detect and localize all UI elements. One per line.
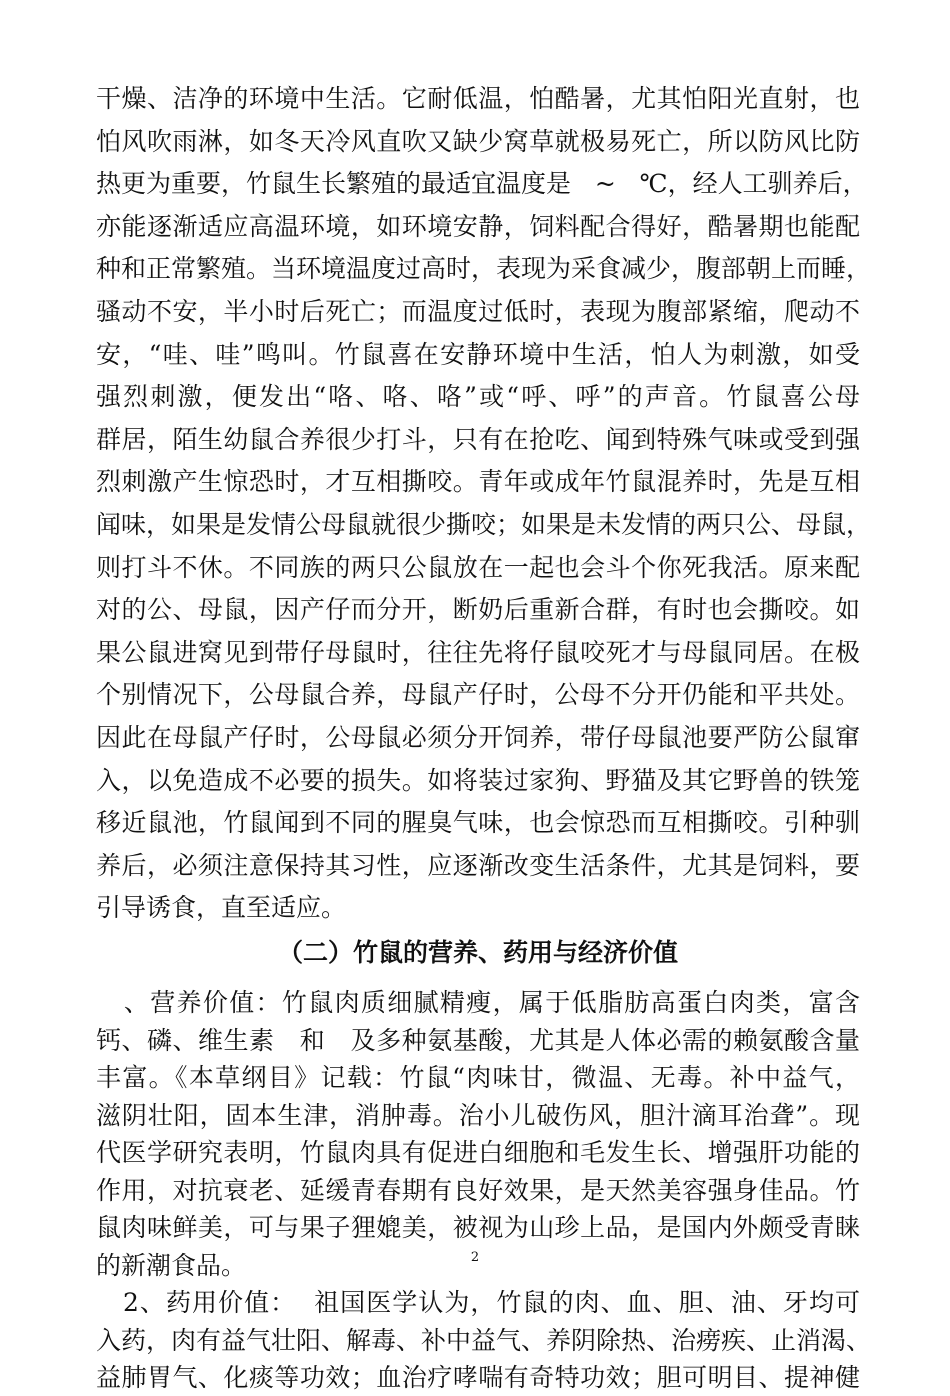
text-line: 强烈刺激，便发出“咯、咯、咯”或“呼、呼”的声音。竹鼠喜公母 [96, 382, 860, 412]
text-line: 热更为重要，竹鼠生长繁殖的最适宜温度是 ~ ℃，经人工驯养后， [96, 169, 868, 199]
text-line: 干燥、洁净的环境中生活。它耐低温，怕酷暑，尤其怕阳光直射，也 [96, 84, 860, 113]
text-line: 种和正常繁殖。当环境温度过高时，表现为采食减少，腹部朝上而睡， [96, 254, 872, 284]
text-line: 安，“哇、哇”鸣叫。竹鼠喜在安静环境中生活，怕人为刺激，如受 [96, 339, 860, 369]
text-line: 移近鼠池，竹鼠闻到不同的腥臭气味，也会惊恐而互相撕咬。引种驯 [96, 808, 860, 838]
text-line: 亦能逐渐适应高温环境，如环境安静，饲料配合得好，酷暑期也能配 [96, 211, 860, 241]
text-line: 鼠肉味鲜美，可与果子狸媲美，被视为山珍上品，是国内外颇受青睐 [96, 1213, 860, 1242]
text-line: 入，以免造成不必要的损失。如将装过家狗、野猫及其它野兽的铁笼 [96, 765, 860, 795]
text-line: 作用，对抗衰老、延缓青春期有良好效果，是天然美容强身佳品。竹 [96, 1175, 860, 1205]
text-line: 钙、磷、维生素 和 及多种氨基酸，尤其是人体必需的赖氨酸含量 [96, 1025, 860, 1055]
text-line: 群居，陌生幼鼠合养很少打斗，只有在抢吃、闻到特殊气味或受到强 [96, 424, 860, 454]
text-line: 益肺胃气、化痰等功效；血治疗哮喘有奇特功效；胆可明目、提神健 [96, 1363, 860, 1392]
text-line: 怕风吹雨淋，如冬天冷风直吹又缺少窝草就极易死亡，所以防风比防 [96, 126, 860, 156]
page-number: 2 [470, 1250, 480, 1265]
text-line: 烈刺激产生惊恐时，才互相撕咬。青年或成年竹鼠混养时，先是互相 [96, 467, 860, 497]
text-line: 2、药用价值： 祖国医学认为，竹鼠的肉、血、胆、油、牙均可 [96, 1288, 860, 1317]
text-line: 果公鼠进窝见到带仔母鼠时，往往先将仔鼠咬死才与母鼠同居。在极 [96, 637, 860, 667]
text-line: 丰富。《本草纲目》记载：竹鼠“肉味甘，微温、无毒。补中益气， [96, 1063, 860, 1092]
text-line: 、营养价值：竹鼠肉质细腻精瘦，属于低脂肪高蛋白肉类，富含 [96, 988, 860, 1017]
text-line: 代医学研究表明，竹鼠肉具有促进白细胞和毛发生长、增强肝功能的 [96, 1138, 860, 1167]
text-line: 引导诱食，直至适应。 [96, 893, 347, 923]
text-line: 的新潮食品。 [96, 1250, 247, 1280]
text-line: 则打斗不休。不同族的两只公鼠放在一起也会斗个你死我活。原来配 [96, 552, 860, 582]
text-line: 因此在母鼠产仔时，公母鼠必须分开饲养，带仔母鼠池要严防公鼠窜 [96, 723, 860, 752]
text-line: 养后，必须注意保持其习性，应逐渐改变生活条件，尤其是饲料，要 [96, 850, 860, 880]
text-line: 入药，肉有益气壮阳、解毒、补中益气、养阴除热、治痨疾、止消渴、 [96, 1325, 872, 1355]
section-heading: （二）竹鼠的营养、药用与经济价值 [277, 938, 678, 967]
text-line: 滋阴壮阳，固本生津，消肿毒。治小儿破伤风，胆汁滴耳治聋”。现 [96, 1100, 860, 1130]
text-line: 闻味，如果是发情公母鼠就很少撕咬；如果是未发情的两只公、母鼠， [96, 510, 872, 539]
text-line: 骚动不安，半小时后死亡；而温度过低时，表现为腹部紧缩，爬动不 [96, 297, 860, 326]
text-line: 对的公、母鼠，因产仔而分开，断奶后重新合群，有时也会撕咬。如 [96, 595, 860, 625]
text-line: 个别情况下，公母鼠合养，母鼠产仔时，公母不分开仍能和平共处。 [96, 680, 860, 710]
